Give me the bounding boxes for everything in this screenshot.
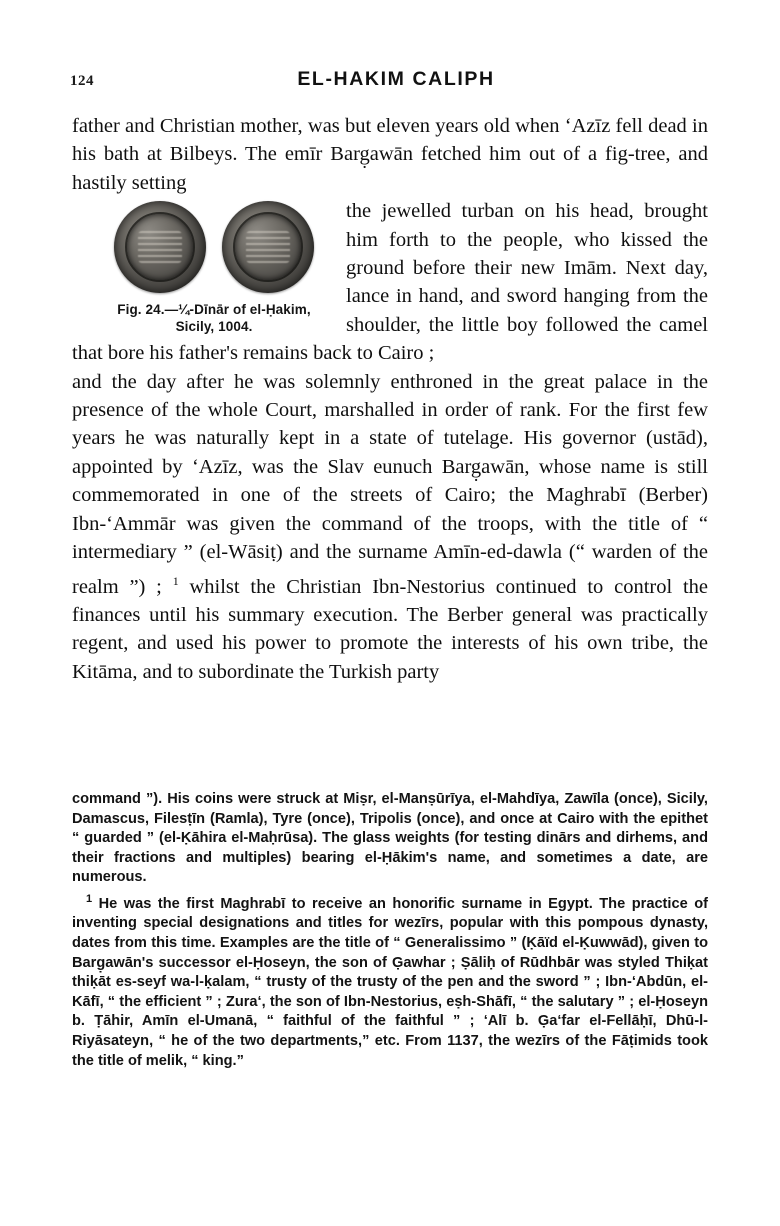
footnote-1-text: He was the first Maghrabī to receive an honorific surname in Egypt. The practice of inventing special designations and titles for wezīrs, popular with this pompous dynasty, dates from this time. Examples are the title of “ Generalissimo ” (Ḳāïd el-Ḳuwwād), given to Barg̣awān's successor el-Ḥoseyn, the son of G̣awhar ; Ṣāliḥ of Rūdhbār was styled Thiḳat thiḳāt es-seyf wa-l-ḳalam, “ trusty of the trusty of the pen and the sword ” ; Ibn-‘Abdūn, el-Kāfī, “ the efficient ” ; Zura‘, the son of Ibn-Nestorius, eṣh-Shāfī, “ the salutary ” ; el-Ḥoseyn b. Ṭāhir, Amīn el-Umanā, “ faithful of the faithful ” ; ‘Alī b. G̣a‘far el-Fellāḥī, Dhū-l-Riyāsateyn, “ he of the two departments,” etc. From 1137, the wezīrs of the Fāṭimids took the title of melik, “ king.”: [72, 895, 708, 1069]
footnote-block: [72, 790, 708, 1071]
figure-caption: [96, 301, 332, 335]
page-header: [70, 68, 710, 91]
running-head: EL-HAKIM CALIPH: [297, 68, 495, 90]
figure-block: [96, 201, 332, 335]
figure-caption-line-1: Fig. 24.—¼-Dīnār of el-Ḥakim,: [117, 302, 311, 318]
footnote-1: [72, 890, 708, 1071]
paragraph-opening: father and Christian mother, was but eleven years old when ‘Azīz fell dead in his bath at Bilbeys. The emīr Barg̣awān fetched him out of a fig-tree, and hastily setting: [72, 115, 708, 194]
paragraph-main-text-b: whilst the Christian Ibn-Nestorius continued to control the finances until his summary execution. The Berber general was practically regent, and used his power to promote the interests of his own tribe, the Kitāma, and to subordinate the Turkish party: [72, 575, 709, 683]
footnote-reference-1[interactable]: 1: [172, 573, 179, 588]
coin-images: [96, 201, 332, 293]
body-text-block: [72, 112, 708, 686]
coin-reverse-icon: [222, 201, 314, 293]
footnote-1-marker: 1: [86, 892, 93, 905]
paragraph-beside-figure: the jewelled turban on his head, brought him forth to the people, who kissed the ground before their new Imām. Next day, lance in hand, and sword hanging from the shoulder, the little boy followed the camel that bore his father's remains back to Cairo ;: [72, 200, 708, 365]
page-number: 124: [70, 73, 94, 89]
paragraph-main: [72, 368, 708, 686]
figure-caption-line-2: Sicily, 1004.: [175, 319, 253, 335]
coin-obverse-icon: [114, 201, 206, 293]
paragraph-main-text-a: and the day after he was solemnly enthroned in the great palace in the presence of the whole Court, marshalled in order of rank. For the first few years he was naturally kept in a state of tutelage. His governor (ustād), appointed by ‘Azīz, was the Slav eunuch Barg̣awān, whose name is still commemorated in one of the streets of Cairo; the Maghrabī (Berber) Ibn-‘Ammār was given the command of the troops, with the title of “ intermediary ” (el-Wāsiṭ) and the surname Amīn-ed-dawla (“ warden of the realm ”) ;: [72, 370, 708, 598]
footnote-continued: command ”). His coins were struck at Miṣr, el-Manṣūrīya, el-Mahdīya, Zawīla (once), Sicily, Damascus, Filesṭīn (Ramla), Tyre (once), Tripolis (once), and once at Cairo with the epithet “ guarded ” (el-Ḳāhira el-Maḥrūsa). The glass weights (for testing dinārs and dirhems, and their fractions and multiples) bearing el-Ḥākim's name, and sometimes a date, are numerous.: [72, 791, 708, 886]
